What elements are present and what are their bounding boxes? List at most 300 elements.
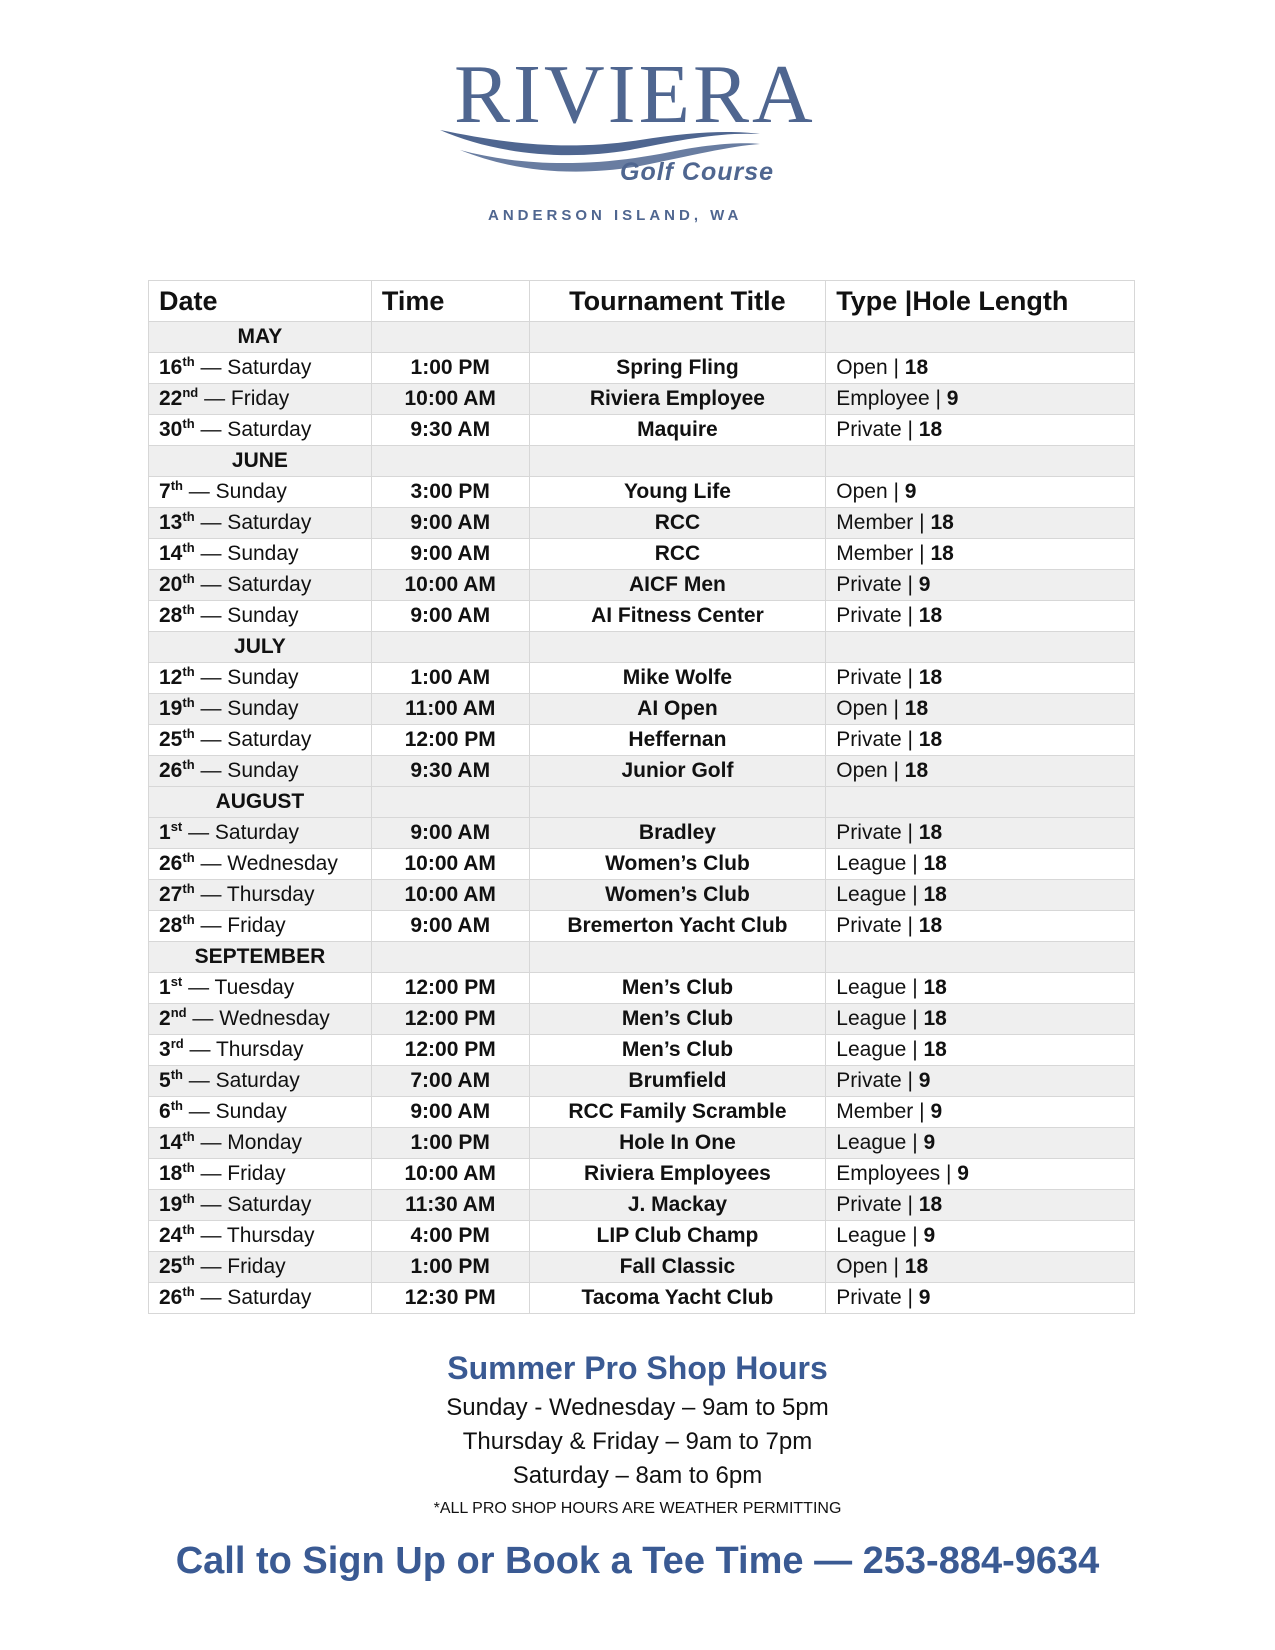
- time-cell: 9:30 AM: [371, 415, 529, 446]
- weekday: — Sunday: [194, 666, 299, 689]
- type-cell: [826, 1066, 1135, 1097]
- month-row: [149, 446, 1135, 477]
- tournament-title-cell: Women’s Club: [529, 880, 826, 911]
- tournament-type: Private |: [836, 1193, 919, 1216]
- header-type-hole-length: Type |Hole Length: [826, 281, 1135, 322]
- tournament-type: League |: [836, 1131, 924, 1154]
- type-cell: [826, 539, 1135, 570]
- empty-cell: [371, 942, 529, 973]
- date-cell: [149, 911, 372, 942]
- weekday: — Saturday: [194, 728, 312, 751]
- weekday: — Sunday: [182, 480, 287, 503]
- time-cell: 10:00 AM: [371, 384, 529, 415]
- tournament-type: Private |: [836, 1069, 919, 1092]
- tournament-title-cell: Riviera Employees: [529, 1159, 826, 1190]
- day-number: 27: [159, 883, 183, 906]
- time-cell: 1:00 AM: [371, 663, 529, 694]
- time-cell: 7:00 AM: [371, 1066, 529, 1097]
- weekday: — Tuesday: [182, 976, 295, 999]
- table-row: [149, 973, 1135, 1004]
- date-cell: [149, 880, 372, 911]
- day-suffix: th: [170, 1067, 183, 1082]
- call-to-action: Call to Sign Up or Book a Tee Time — 253-884-9634: [175, 1540, 1100, 1582]
- hole-length: 18: [904, 1255, 929, 1278]
- day-suffix: st: [170, 974, 183, 989]
- type-cell: [826, 353, 1135, 384]
- table-row: [149, 1252, 1135, 1283]
- tournament-title-cell: AI Fitness Center: [529, 601, 826, 632]
- time-cell: 4:00 PM: [371, 1221, 529, 1252]
- month-row: [149, 942, 1135, 973]
- riviera-logo: [440, 50, 840, 240]
- weekday: — Saturday: [194, 356, 312, 379]
- type-cell: [826, 570, 1135, 601]
- tournament-title-cell: J. Mackay: [529, 1190, 826, 1221]
- month-label: SEPTEMBER: [149, 942, 372, 973]
- type-cell: [826, 601, 1135, 632]
- table-row: [149, 570, 1135, 601]
- day-suffix: th: [182, 540, 195, 555]
- empty-cell: [826, 446, 1135, 477]
- type-cell: [826, 663, 1135, 694]
- tournament-type: Private |: [836, 914, 919, 937]
- day-suffix: th: [182, 881, 195, 896]
- table-row: [149, 601, 1135, 632]
- day-number: 6: [159, 1100, 171, 1123]
- tournament-title-cell: RCC: [529, 539, 826, 570]
- day-suffix: th: [182, 664, 195, 679]
- time-cell: 10:00 AM: [371, 1159, 529, 1190]
- day-suffix: st: [170, 819, 183, 834]
- hole-length: 18: [904, 356, 929, 379]
- date-cell: [149, 756, 372, 787]
- day-number: 26: [159, 759, 183, 782]
- tournament-type: Member |: [836, 1100, 931, 1123]
- tournament-type: Member |: [836, 542, 931, 565]
- tournament-title-cell: Hole In One: [529, 1128, 826, 1159]
- weekday: — Saturday: [194, 1193, 312, 1216]
- type-cell: [826, 880, 1135, 911]
- day-number: 14: [159, 1131, 183, 1154]
- day-suffix: th: [182, 695, 195, 710]
- date-cell: [149, 415, 372, 446]
- table-row: [149, 1159, 1135, 1190]
- time-cell: 9:30 AM: [371, 756, 529, 787]
- type-cell: [826, 1221, 1135, 1252]
- type-cell: [826, 1097, 1135, 1128]
- tournament-type: League |: [836, 1224, 924, 1247]
- tournament-type: League |: [836, 852, 924, 875]
- table-row: [149, 849, 1135, 880]
- type-cell: [826, 725, 1135, 756]
- type-cell: [826, 384, 1135, 415]
- hole-length: 18: [918, 1193, 943, 1216]
- type-cell: [826, 477, 1135, 508]
- day-number: 2: [159, 1007, 171, 1030]
- tournament-type: Private |: [836, 666, 919, 689]
- date-cell: [149, 1221, 372, 1252]
- tournament-type: Private |: [836, 1286, 919, 1309]
- hole-length: 9: [957, 1162, 969, 1185]
- time-cell: 11:30 AM: [371, 1190, 529, 1221]
- weather-note: *ALL PRO SHOP HOURS ARE WEATHER PERMITTING: [433, 1500, 842, 1517]
- tournament-title-cell: Brumfield: [529, 1066, 826, 1097]
- weekday: — Monday: [194, 1131, 303, 1154]
- hole-length: 18: [923, 883, 947, 906]
- tournament-type: Private |: [836, 821, 919, 844]
- table-row: [149, 1221, 1135, 1252]
- tournament-title-cell: Fall Classic: [529, 1252, 826, 1283]
- day-suffix: th: [182, 416, 195, 431]
- table-row: [149, 1035, 1135, 1066]
- month-row: [149, 322, 1135, 353]
- day-suffix: th: [182, 571, 195, 586]
- day-suffix: th: [182, 1253, 195, 1268]
- table-row: [149, 756, 1135, 787]
- table-header-row: [149, 281, 1135, 322]
- weekday: — Friday: [194, 1162, 286, 1185]
- day-number: 19: [159, 697, 183, 720]
- date-cell: [149, 973, 372, 1004]
- header-tournament-title: Tournament Title: [529, 281, 826, 322]
- empty-cell: [371, 446, 529, 477]
- weekday: — Saturday: [182, 821, 299, 844]
- day-suffix: th: [182, 850, 195, 865]
- day-suffix: nd: [182, 385, 199, 400]
- empty-cell: [826, 632, 1135, 663]
- time-cell: 1:00 PM: [371, 1252, 529, 1283]
- hole-length: 9: [918, 573, 931, 596]
- type-cell: [826, 973, 1135, 1004]
- empty-cell: [529, 942, 826, 973]
- day-number: 24: [159, 1224, 183, 1247]
- tournament-title-cell: Riviera Employee: [529, 384, 826, 415]
- day-suffix: th: [182, 354, 195, 369]
- table-row: [149, 663, 1135, 694]
- pro-shop-hours-title: Summer Pro Shop Hours: [447, 1350, 828, 1386]
- weekday: — Sunday: [194, 542, 299, 565]
- table-row: [149, 694, 1135, 725]
- day-suffix: th: [182, 1129, 195, 1144]
- tournament-type: Private |: [836, 728, 919, 751]
- tournament-type: Open |: [836, 759, 905, 782]
- tournament-type: Private |: [836, 573, 919, 596]
- weekday: — Thursday: [194, 1224, 315, 1247]
- day-number: 30: [159, 418, 183, 441]
- time-cell: 12:00 PM: [371, 973, 529, 1004]
- hole-length: 18: [918, 418, 943, 441]
- tournament-title-cell: Junior Golf: [529, 756, 826, 787]
- time-cell: 12:00 PM: [371, 1004, 529, 1035]
- day-number: 12: [159, 666, 183, 689]
- day-suffix: th: [182, 912, 195, 927]
- month-label: JULY: [149, 632, 372, 663]
- weekday: — Sunday: [194, 697, 299, 720]
- hole-length: 18: [918, 914, 943, 937]
- table-row: [149, 880, 1135, 911]
- type-cell: [826, 508, 1135, 539]
- date-cell: [149, 725, 372, 756]
- date-cell: [149, 353, 372, 384]
- day-number: 26: [159, 1286, 183, 1309]
- day-suffix: th: [182, 1222, 195, 1237]
- table-row: [149, 1283, 1135, 1314]
- date-cell: [149, 1035, 372, 1066]
- type-cell: [826, 1252, 1135, 1283]
- table-row: [149, 1004, 1135, 1035]
- tournament-type: Private |: [836, 604, 919, 627]
- day-suffix: th: [182, 509, 195, 524]
- day-number: 13: [159, 511, 183, 534]
- day-suffix: th: [182, 1284, 195, 1299]
- hole-length: 18: [923, 1007, 947, 1030]
- time-cell: 9:00 AM: [371, 508, 529, 539]
- day-suffix: th: [170, 478, 183, 493]
- day-number: 26: [159, 852, 183, 875]
- day-number: 16: [159, 356, 183, 379]
- weekday: — Saturday: [182, 1069, 300, 1092]
- weekday: — Sunday: [194, 759, 299, 782]
- date-cell: [149, 1283, 372, 1314]
- day-number: 22: [159, 387, 183, 410]
- date-cell: [149, 1097, 372, 1128]
- month-row: [149, 787, 1135, 818]
- date-cell: [149, 1190, 372, 1221]
- tournament-type: Private |: [836, 418, 919, 441]
- date-cell: [149, 663, 372, 694]
- date-cell: [149, 694, 372, 725]
- tournament-type: Member |: [836, 511, 931, 534]
- day-suffix: nd: [170, 1005, 187, 1020]
- day-suffix: th: [182, 757, 195, 772]
- type-cell: [826, 1159, 1135, 1190]
- empty-cell: [371, 322, 529, 353]
- day-suffix: th: [182, 602, 195, 617]
- type-cell: [826, 756, 1135, 787]
- hole-length: 9: [946, 387, 959, 410]
- weekday: — Wednesday: [186, 1007, 330, 1030]
- tournament-title-cell: Maquire: [529, 415, 826, 446]
- month-label: JUNE: [149, 446, 372, 477]
- date-cell: [149, 849, 372, 880]
- time-cell: 12:30 PM: [371, 1283, 529, 1314]
- table-row: [149, 353, 1135, 384]
- tournament-title-cell: LIP Club Champ: [529, 1221, 826, 1252]
- hole-length: 9: [904, 480, 917, 503]
- day-number: 14: [159, 542, 183, 565]
- type-cell: [826, 849, 1135, 880]
- empty-cell: [826, 787, 1135, 818]
- date-cell: [149, 1159, 372, 1190]
- table-row: [149, 477, 1135, 508]
- logo-location: ANDERSON ISLAND, WA: [488, 207, 743, 224]
- hole-length: 9: [930, 1100, 943, 1123]
- tournament-title-cell: Men’s Club: [529, 1035, 826, 1066]
- tournament-title-cell: Mike Wolfe: [529, 663, 826, 694]
- hole-length: 18: [918, 821, 943, 844]
- day-suffix: th: [170, 1098, 183, 1113]
- type-cell: [826, 694, 1135, 725]
- day-number: 3: [159, 1038, 171, 1061]
- time-cell: 9:00 AM: [371, 911, 529, 942]
- empty-cell: [826, 322, 1135, 353]
- tournament-title-cell: RCC Family Scramble: [529, 1097, 826, 1128]
- tournament-title-cell: RCC: [529, 508, 826, 539]
- hole-length: 18: [904, 697, 929, 720]
- tournament-title-cell: Men’s Club: [529, 973, 826, 1004]
- day-number: 20: [159, 573, 183, 596]
- hours-line: Sunday - Wednesday – 9am to 5pm: [446, 1394, 829, 1421]
- time-cell: 3:00 PM: [371, 477, 529, 508]
- hole-length: 18: [930, 511, 954, 534]
- day-suffix: th: [182, 1160, 195, 1175]
- month-label: MAY: [149, 322, 372, 353]
- hole-length: 18: [923, 976, 947, 999]
- table-row: [149, 725, 1135, 756]
- day-number: 25: [159, 728, 183, 751]
- date-cell: [149, 570, 372, 601]
- day-number: 1: [159, 976, 171, 999]
- time-cell: 12:00 PM: [371, 1035, 529, 1066]
- table-row: [149, 911, 1135, 942]
- table-row: [149, 384, 1135, 415]
- tournament-type: Open |: [836, 697, 905, 720]
- day-number: 25: [159, 1255, 183, 1278]
- empty-cell: [529, 446, 826, 477]
- time-cell: 9:00 AM: [371, 1097, 529, 1128]
- day-suffix: rd: [170, 1036, 184, 1051]
- empty-cell: [529, 632, 826, 663]
- tournament-type: Open |: [836, 1255, 905, 1278]
- time-cell: 10:00 AM: [371, 880, 529, 911]
- type-cell: [826, 415, 1135, 446]
- tournament-title-cell: AICF Men: [529, 570, 826, 601]
- table-row: [149, 818, 1135, 849]
- time-cell: 11:00 AM: [371, 694, 529, 725]
- weekday: — Saturday: [194, 1286, 312, 1309]
- weekday: — Sunday: [194, 604, 299, 627]
- date-cell: [149, 1128, 372, 1159]
- weekday: — Saturday: [194, 511, 312, 534]
- tournament-type: Employee |: [836, 387, 947, 410]
- weekday: — Saturday: [194, 418, 312, 441]
- hole-length: 18: [904, 759, 929, 782]
- table-row: [149, 539, 1135, 570]
- hole-length: 18: [918, 728, 943, 751]
- empty-cell: [826, 942, 1135, 973]
- time-cell: 9:00 AM: [371, 539, 529, 570]
- time-cell: 1:00 PM: [371, 353, 529, 384]
- weekday: — Sunday: [182, 1100, 287, 1123]
- empty-cell: [529, 787, 826, 818]
- weekday: — Wednesday: [194, 852, 338, 875]
- hole-length: 9: [923, 1224, 936, 1247]
- day-number: 28: [159, 914, 183, 937]
- weekday: — Thursday: [183, 1038, 304, 1061]
- day-suffix: th: [182, 726, 195, 741]
- time-cell: 9:00 AM: [371, 601, 529, 632]
- day-number: 19: [159, 1193, 183, 1216]
- hole-length: 9: [918, 1286, 931, 1309]
- day-number: 28: [159, 604, 183, 627]
- tournament-title-cell: Bradley: [529, 818, 826, 849]
- day-number: 5: [159, 1069, 171, 1092]
- date-cell: [149, 539, 372, 570]
- type-cell: [826, 1283, 1135, 1314]
- logo-subtitle: Golf Course: [620, 158, 775, 186]
- weekday: — Saturday: [194, 573, 312, 596]
- table-row: [149, 415, 1135, 446]
- date-cell: [149, 1252, 372, 1283]
- tournament-title-cell: Tacoma Yacht Club: [529, 1283, 826, 1314]
- date-cell: [149, 601, 372, 632]
- empty-cell: [529, 322, 826, 353]
- weekday: — Friday: [194, 914, 286, 937]
- day-number: 1: [159, 821, 171, 844]
- date-cell: [149, 477, 372, 508]
- time-cell: 10:00 AM: [371, 570, 529, 601]
- hole-length: 18: [918, 666, 943, 689]
- date-cell: [149, 1004, 372, 1035]
- tournament-title-cell: Young Life: [529, 477, 826, 508]
- tournament-title-cell: Spring Fling: [529, 353, 826, 384]
- table-row: [149, 1066, 1135, 1097]
- tournament-type: League |: [836, 883, 924, 906]
- type-cell: [826, 1035, 1135, 1066]
- day-number: 18: [159, 1162, 183, 1185]
- day-number: 7: [159, 480, 171, 503]
- table-row: [149, 1190, 1135, 1221]
- type-cell: [826, 818, 1135, 849]
- month-row: [149, 632, 1135, 663]
- hours-line: Saturday – 8am to 6pm: [512, 1462, 763, 1489]
- type-cell: [826, 1004, 1135, 1035]
- tournament-title-cell: Bremerton Yacht Club: [529, 911, 826, 942]
- tournament-type: League |: [836, 976, 924, 999]
- month-label: AUGUST: [149, 787, 372, 818]
- weekday: — Friday: [198, 387, 290, 410]
- header-date: Date: [149, 281, 372, 322]
- table-row: [149, 508, 1135, 539]
- hole-length: 18: [930, 542, 954, 565]
- table-row: [149, 1128, 1135, 1159]
- tournament-title-cell: Heffernan: [529, 725, 826, 756]
- tournament-title-cell: AI Open: [529, 694, 826, 725]
- day-suffix: th: [182, 1191, 195, 1206]
- type-cell: [826, 1190, 1135, 1221]
- hole-length: 18: [923, 852, 947, 875]
- tournament-type: Open |: [836, 356, 905, 379]
- hole-length: 9: [923, 1131, 936, 1154]
- time-cell: 12:00 PM: [371, 725, 529, 756]
- header-time: Time: [371, 281, 529, 322]
- empty-cell: [371, 632, 529, 663]
- logo-wordmark: RIVIERA: [454, 48, 816, 141]
- date-cell: [149, 818, 372, 849]
- type-cell: [826, 1128, 1135, 1159]
- type-cell: [826, 911, 1135, 942]
- tournament-type: Open |: [836, 480, 905, 503]
- table-row: [149, 1097, 1135, 1128]
- schedule-body: [149, 322, 1135, 1314]
- date-cell: [149, 384, 372, 415]
- time-cell: 9:00 AM: [371, 818, 529, 849]
- weekday: — Thursday: [194, 883, 315, 906]
- hole-length: 18: [918, 604, 943, 627]
- time-cell: 10:00 AM: [371, 849, 529, 880]
- date-cell: [149, 508, 372, 539]
- tournament-title-cell: Women’s Club: [529, 849, 826, 880]
